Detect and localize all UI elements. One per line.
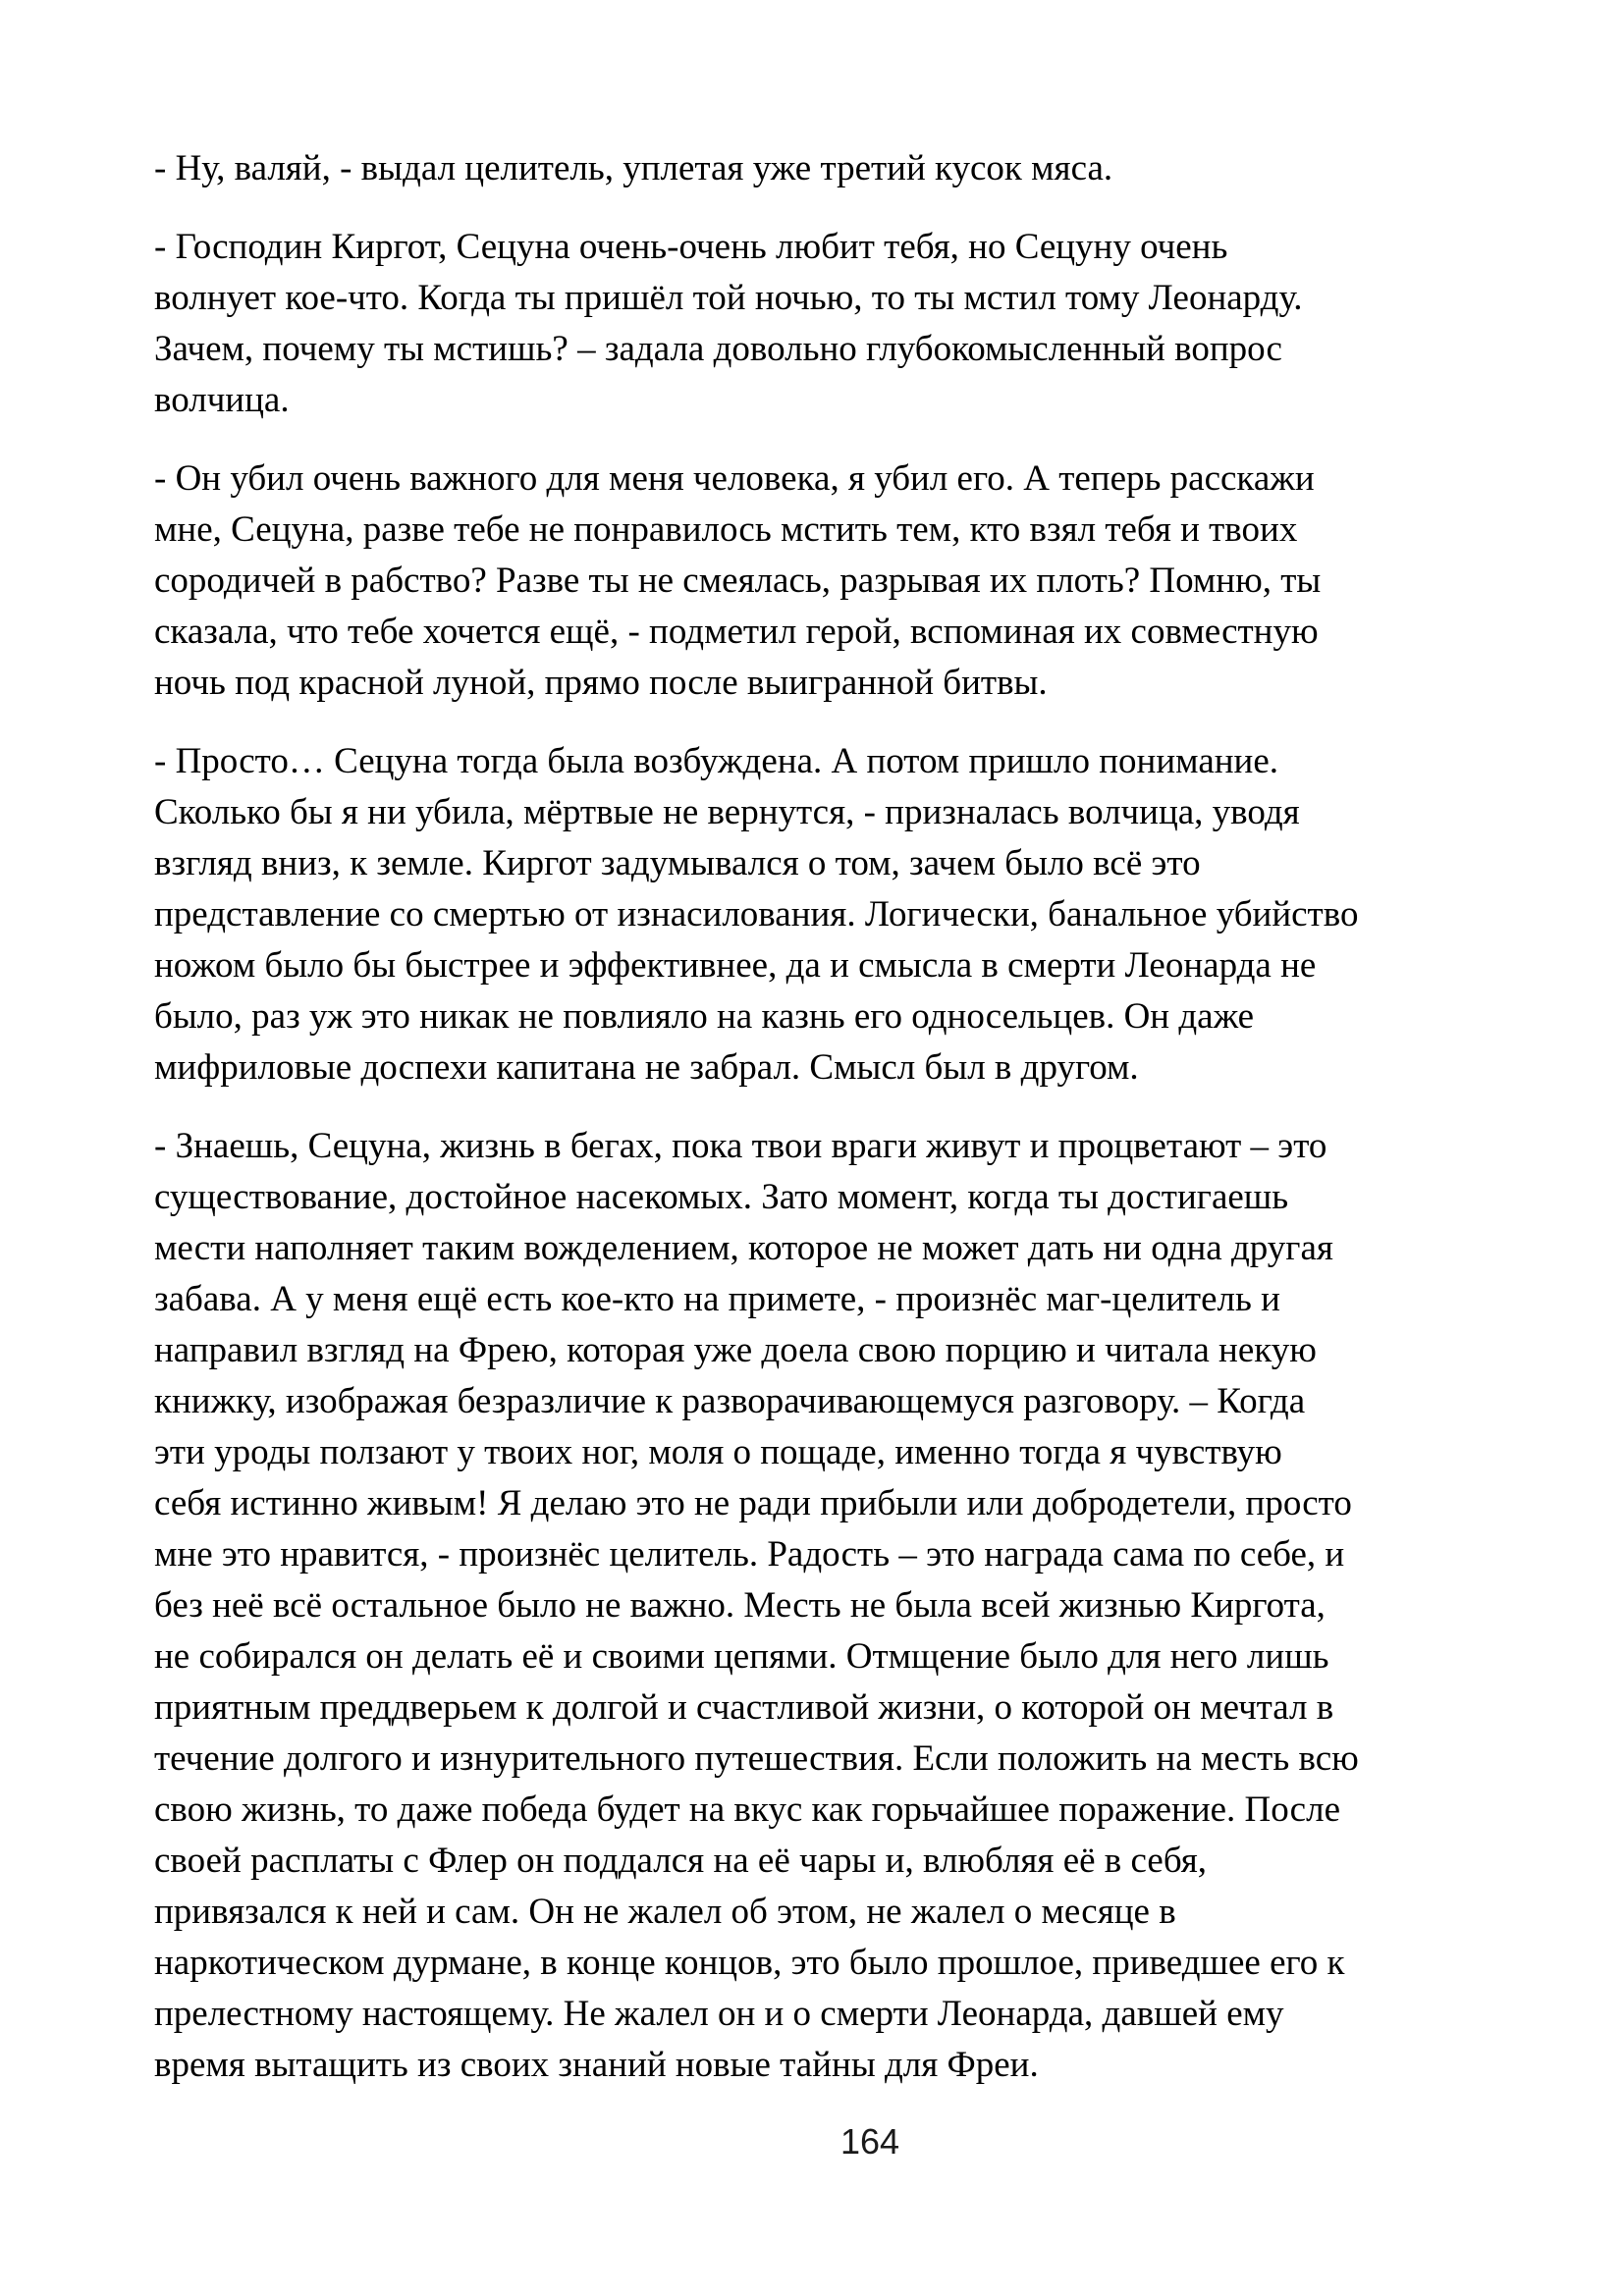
text-block — [154, 143, 1548, 2118]
paragraph: - Господин Киргот, Сецуна очень-очень любит тебя, но Сецуну очень волнует кое-что. Когда ты пришёл той ночью, то ты мстил тому Леонарду. Зачем, почему ты мстишь? – задала довольно глубокомысленный вопрос волчица. — [154, 227, 1303, 420]
paragraph: - Знаешь, Сецуна, жизнь в бегах, пока твои враги живут и процветают – это существование, достойное насекомых. Зато момент, когда ты достигаешь мести наполняет таким вожделением, которое не может дать ни одна другая забава. А у меня ещё есть кое-кто на примете, - произнёс маг-целитель и направил взгляд на Фрею, которая уже доела свою порцию и читала некую книжку, изображая безразличие к разворачивающемуся разговору. – Когда эти уроды ползают у твоих ног, моля о пощаде, именно тогда я чувствую себя истинно живым! Я делаю это не ради прибыли или добродетели, просто мне это нравится, - произнёс целитель. Радость – это награда сама по себе, и без неё всё остальное было не важно. Месть не была всей жизнью Киргота, не собирался он делать её и своими цепями. Отмщение было для него лишь приятным преддверьем к долгой и счастливой жизни, о которой он мечтал в течение долгого и изнурительного путешествия. Если положить на месть всю свою жизнь, то даже победа будет на вкус как горьчайшее поражение. После своей расплаты с Флер он поддался на её чары и, влюбляя её в себя, привязался к ней и сам. Он не жалел об этом, не жалел о месяце в наркотическом дурмане, в конце концов, это было прошлое, приведшее его к прелестному настоящему. Не жалел он и о смерти Леонарда, давшей ему время вытащить из своих знаний новые тайны для Фреи. — [154, 1126, 1359, 2085]
paragraph: - Просто… Сецуна тогда была возбуждена. А потом пришло понимание. Сколько бы я ни убила, мёртвые не вернутся, - призналась волчица, уводя взгляд вниз, к земле. Киргот задумывался о том, зачем было всё это представление со смертью от изнасилования. Логически, банальное убийство ножом было бы быстрее и эффективнее, да и смысла в смерти Леонарда не было, раз уж это никак не повлияло на казнь его односельцев. Он даже мифриловые доспехи капитана не забрал. Смысл был в другом. — [154, 741, 1359, 1088]
paragraph: - Он убил очень важного для меня человека, я убил его. А теперь расскажи мне, Сецуна, разве тебе не понравилось мстить тем, кто взял тебя и твоих сородичей в рабство? Разве ты не смеялась, разрывая их плоть? Помню, ты сказала, что тебе хочется ещё, - подметил герой, вспоминая их совместную ночь под красной луной, прямо после выигранной битвы. — [154, 458, 1322, 703]
page-number: 164 — [840, 2121, 900, 2162]
paragraph: - Ну, валяй, - выдал целитель, уплетая уже третий кусок мяса. — [154, 148, 1113, 188]
